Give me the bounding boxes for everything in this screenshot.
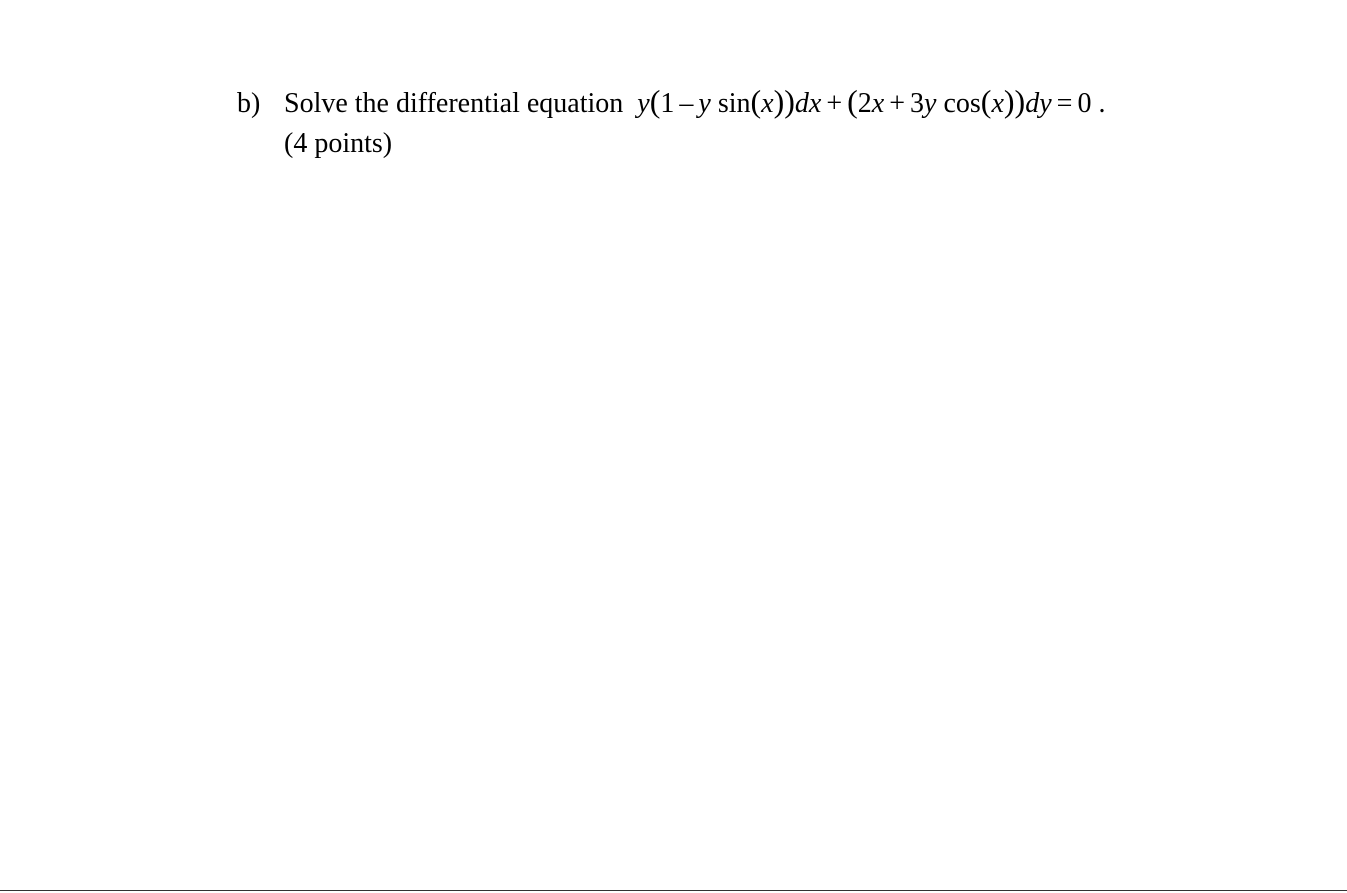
eq-minus: – — [679, 88, 694, 119]
eq-cos: cos — [943, 88, 981, 119]
eq-one: 1 — [660, 88, 675, 119]
problem-label: b) — [237, 88, 261, 119]
eq-plus: + — [889, 88, 906, 119]
problem-statement — [237, 84, 1105, 124]
points-row — [237, 124, 1105, 164]
eq-plus: + — [826, 88, 843, 119]
differential-equation — [637, 84, 1105, 124]
eq-dy: dy — [1025, 88, 1052, 119]
eq-x: x — [761, 88, 774, 119]
eq-paren-open: ( — [649, 83, 661, 119]
eq-sin: sin — [717, 88, 751, 119]
eq-y: y — [637, 88, 650, 119]
points-label: (4 points) — [284, 128, 393, 159]
eq-paren-close: )) — [1003, 83, 1026, 119]
eq-x: x — [991, 88, 1004, 119]
problem-b — [237, 84, 1105, 164]
eq-equals: = — [1056, 88, 1073, 119]
eq-dx: dx — [794, 88, 822, 119]
eq-two: 2 — [857, 88, 872, 119]
eq-y: y — [924, 88, 937, 119]
eq-zero: 0 — [1077, 88, 1092, 119]
eq-x: x — [871, 88, 885, 119]
eq-paren-open: ( — [847, 83, 858, 119]
eq-three: 3 — [910, 88, 925, 119]
eq-paren-open: ( — [750, 83, 762, 119]
problem-prompt: Solve the differential equation — [284, 88, 624, 119]
eq-period: . — [1098, 88, 1106, 119]
page-bottom-border — [0, 890, 1347, 891]
eq-y: y — [698, 88, 711, 119]
eq-paren-close: )) — [773, 83, 795, 119]
eq-paren-open: ( — [980, 83, 992, 119]
